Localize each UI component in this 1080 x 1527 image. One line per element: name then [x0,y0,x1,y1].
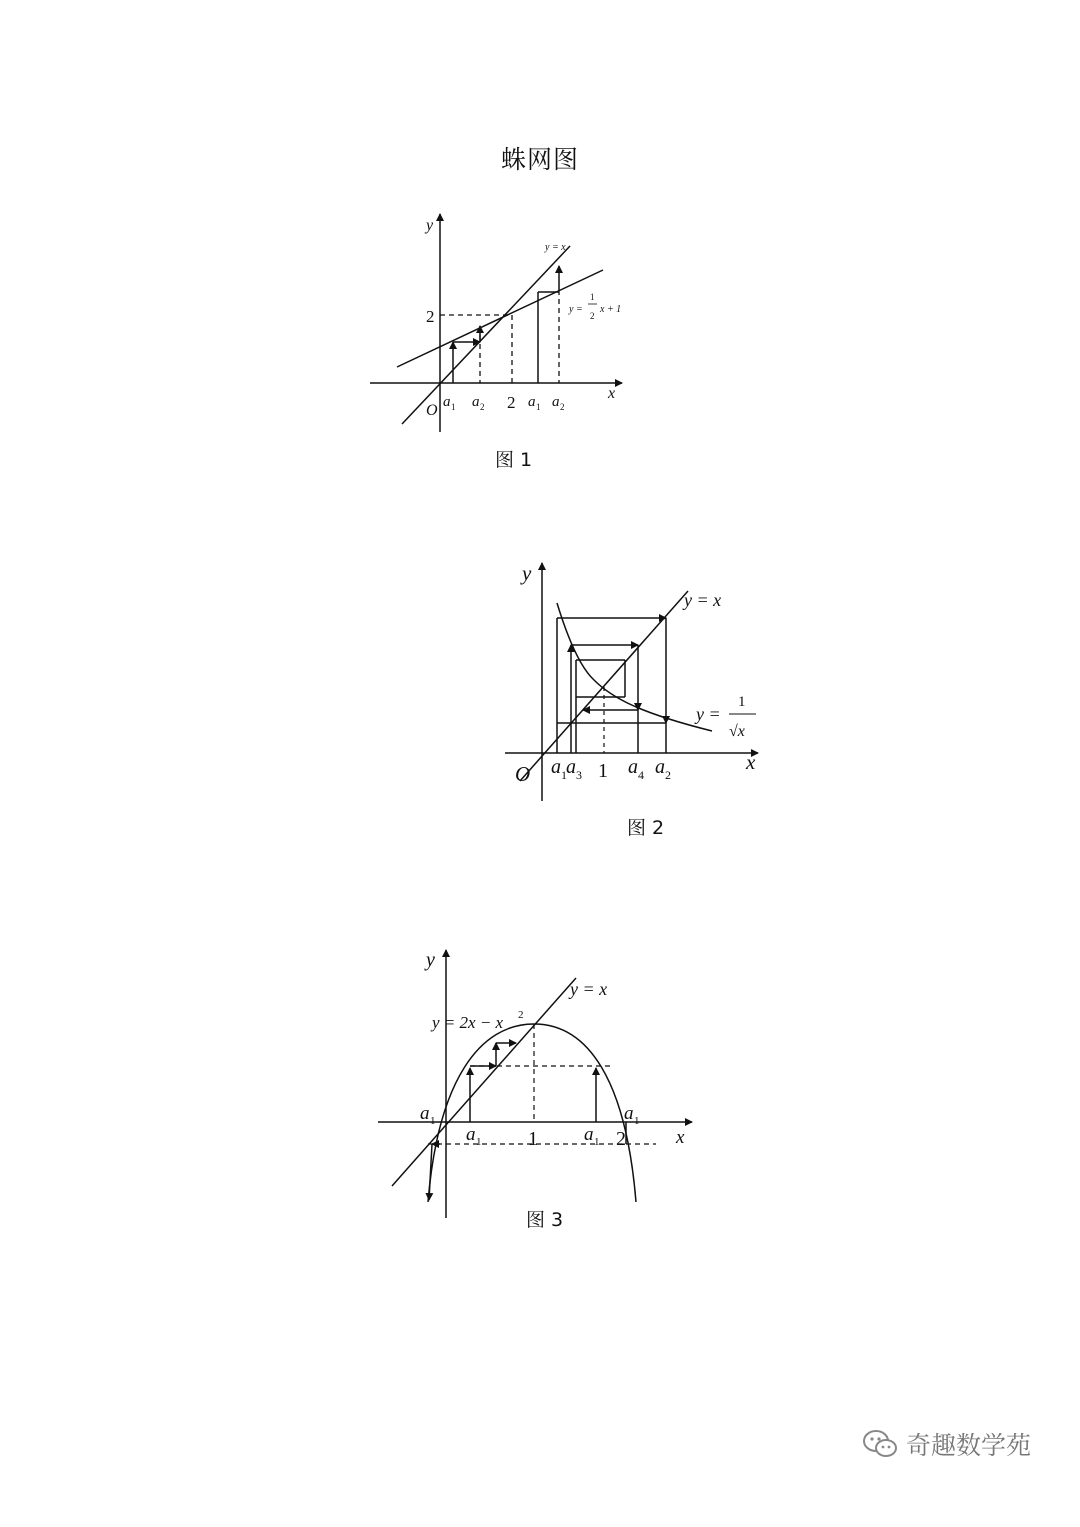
figure-2-caption: 图 2 [627,817,665,839]
svg-text:2: 2 [665,768,671,782]
svg-text:O: O [426,402,438,419]
svg-text:a: a [584,1124,594,1145]
curve-parabola [428,1024,636,1202]
svg-text:1: 1 [634,1115,640,1127]
svg-text:2: 2 [426,307,435,326]
svg-text:2: 2 [590,311,595,321]
svg-text:y = x: y = x [684,590,722,610]
svg-text:a: a [466,1124,476,1145]
figure-2 [500,555,790,815]
figure-1-diagram [360,200,660,450]
svg-text:a: a [472,394,480,410]
figure-2-diagram [500,555,790,815]
line-y-equals-x [402,246,570,424]
svg-text:a: a [443,394,451,410]
svg-text:y =: y = [569,304,583,315]
svg-text:1: 1 [561,768,567,782]
svg-text:2: 2 [480,402,485,412]
svg-text:1: 1 [598,760,608,782]
svg-text:2: 2 [560,402,565,412]
svg-text:1: 1 [476,1136,482,1148]
svg-text:a: a [528,394,536,410]
svg-text:y = x: y = x [545,242,566,253]
figure-1-caption: 图 1 [495,449,533,471]
svg-text:4: 4 [638,768,644,782]
page-title: 蛛网图 [500,145,579,174]
watermark-text: 奇趣数学苑 [906,1431,1032,1460]
svg-text:a: a [655,756,665,778]
svg-text:2: 2 [518,1009,524,1021]
svg-text:a: a [552,394,560,410]
svg-text:a: a [624,1103,634,1124]
watermark [862,1424,1031,1464]
svg-text:2: 2 [507,393,516,412]
svg-text:y: y [426,217,434,234]
svg-text:x: x [676,1127,685,1148]
svg-text:y = x: y = x [570,979,608,999]
svg-text:1: 1 [451,402,456,412]
svg-text:a: a [628,756,638,778]
figure-3-diagram [370,940,710,1230]
svg-text:a: a [566,756,576,778]
figure-3-caption: 图 3 [526,1209,564,1231]
svg-text:1: 1 [430,1115,436,1127]
figure-3 [370,940,710,1230]
svg-text:y: y [426,949,435,971]
line-y-equals-x [392,978,576,1186]
svg-text:1: 1 [536,402,541,412]
svg-text:3: 3 [576,768,582,782]
figure-1 [360,200,660,450]
svg-text:1: 1 [594,1136,600,1148]
svg-text:x + 1: x + 1 [600,304,622,315]
svg-text:x: x [608,385,616,402]
svg-text:2: 2 [616,1128,626,1150]
svg-text:1: 1 [738,694,746,710]
svg-text:y: y [522,561,532,585]
svg-text:y =: y = [696,704,721,724]
svg-text:x: x [746,750,756,774]
svg-text:1: 1 [528,1128,538,1150]
svg-text:O: O [515,762,531,786]
wechat-icon [862,1429,898,1459]
svg-text:1: 1 [590,292,595,302]
svg-text:a: a [551,756,561,778]
svg-text:a: a [420,1103,430,1124]
svg-text:y = 2x − x: y = 2x − x [432,1013,504,1032]
svg-text:√x: √x [729,723,745,740]
